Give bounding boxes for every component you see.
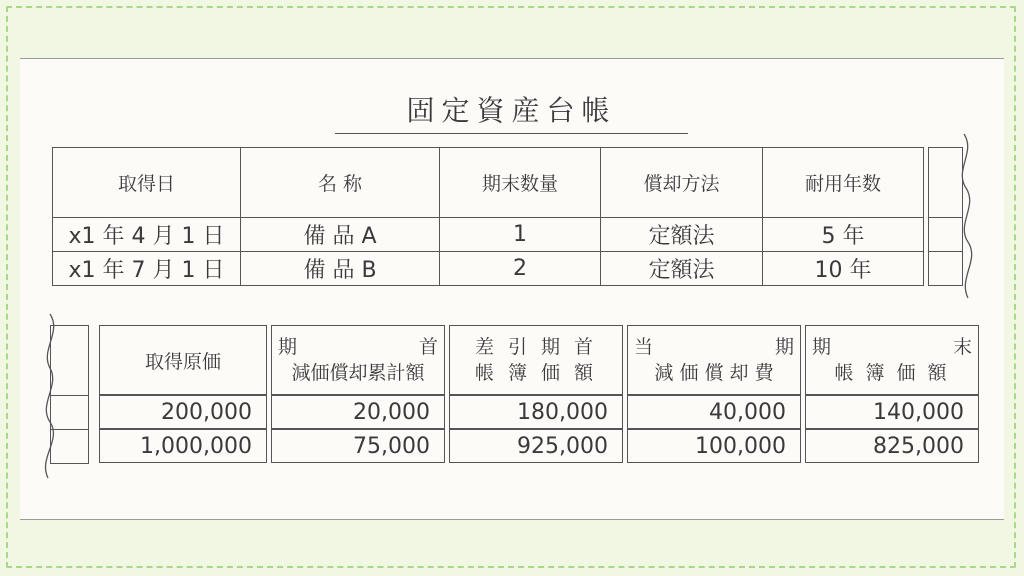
cell-opening-book-value: 180,000 [449, 395, 623, 429]
cell-closing-book-value: 825,000 [805, 429, 979, 463]
asset-info-table [52, 147, 924, 286]
cell-opening-book-value: 925,000 [449, 429, 623, 463]
cell-depreciation-expense: 40,000 [627, 395, 801, 429]
table-row [99, 429, 979, 463]
cell-method: 定額法 [601, 218, 763, 252]
header-acquisition-cost: 取得原価 [99, 325, 267, 395]
header-acquisition-date: 取得日 [53, 148, 241, 218]
cell-life: 10 年 [763, 252, 924, 286]
header-method: 償却方法 [601, 148, 763, 218]
table-row [53, 252, 924, 286]
header-opening-accumulated-depreciation: 期 首 減価償却累計額 [271, 325, 445, 395]
depreciation-table [95, 325, 983, 463]
torn-edge-right [954, 132, 984, 302]
torn-edge-left [36, 312, 66, 482]
table-row [53, 218, 924, 252]
cell-name: 備 品 B [241, 252, 440, 286]
cell-name: 備 品 A [241, 218, 440, 252]
header-current-depreciation: 当 期 減 価 償 却 費 [627, 325, 801, 395]
cell-opening-accumulated: 75,000 [271, 429, 445, 463]
cell-opening-accumulated: 20,000 [271, 395, 445, 429]
header-closing-book-value: 期 末 帳 簿 価 額 [805, 325, 979, 395]
table-row [99, 395, 979, 429]
page-title: 固定資産台帳 [335, 88, 688, 134]
cell-quantity: 1 [440, 218, 601, 252]
cell-date: x1 年 7 月 1 日 [53, 252, 241, 286]
cell-date: x1 年 4 月 1 日 [53, 218, 241, 252]
cell-quantity: 2 [440, 252, 601, 286]
cell-method: 定額法 [601, 252, 763, 286]
cell-life: 5 年 [763, 218, 924, 252]
header-useful-life: 耐用年数 [763, 148, 924, 218]
cell-depreciation-expense: 100,000 [627, 429, 801, 463]
cell-acquisition-cost: 200,000 [99, 395, 267, 429]
header-quantity: 期末数量 [440, 148, 601, 218]
cell-acquisition-cost: 1,000,000 [99, 429, 267, 463]
cell-closing-book-value: 140,000 [805, 395, 979, 429]
header-opening-book-value: 差 引 期 首 帳 簿 価 額 [449, 325, 623, 395]
header-name: 名 称 [241, 148, 440, 218]
